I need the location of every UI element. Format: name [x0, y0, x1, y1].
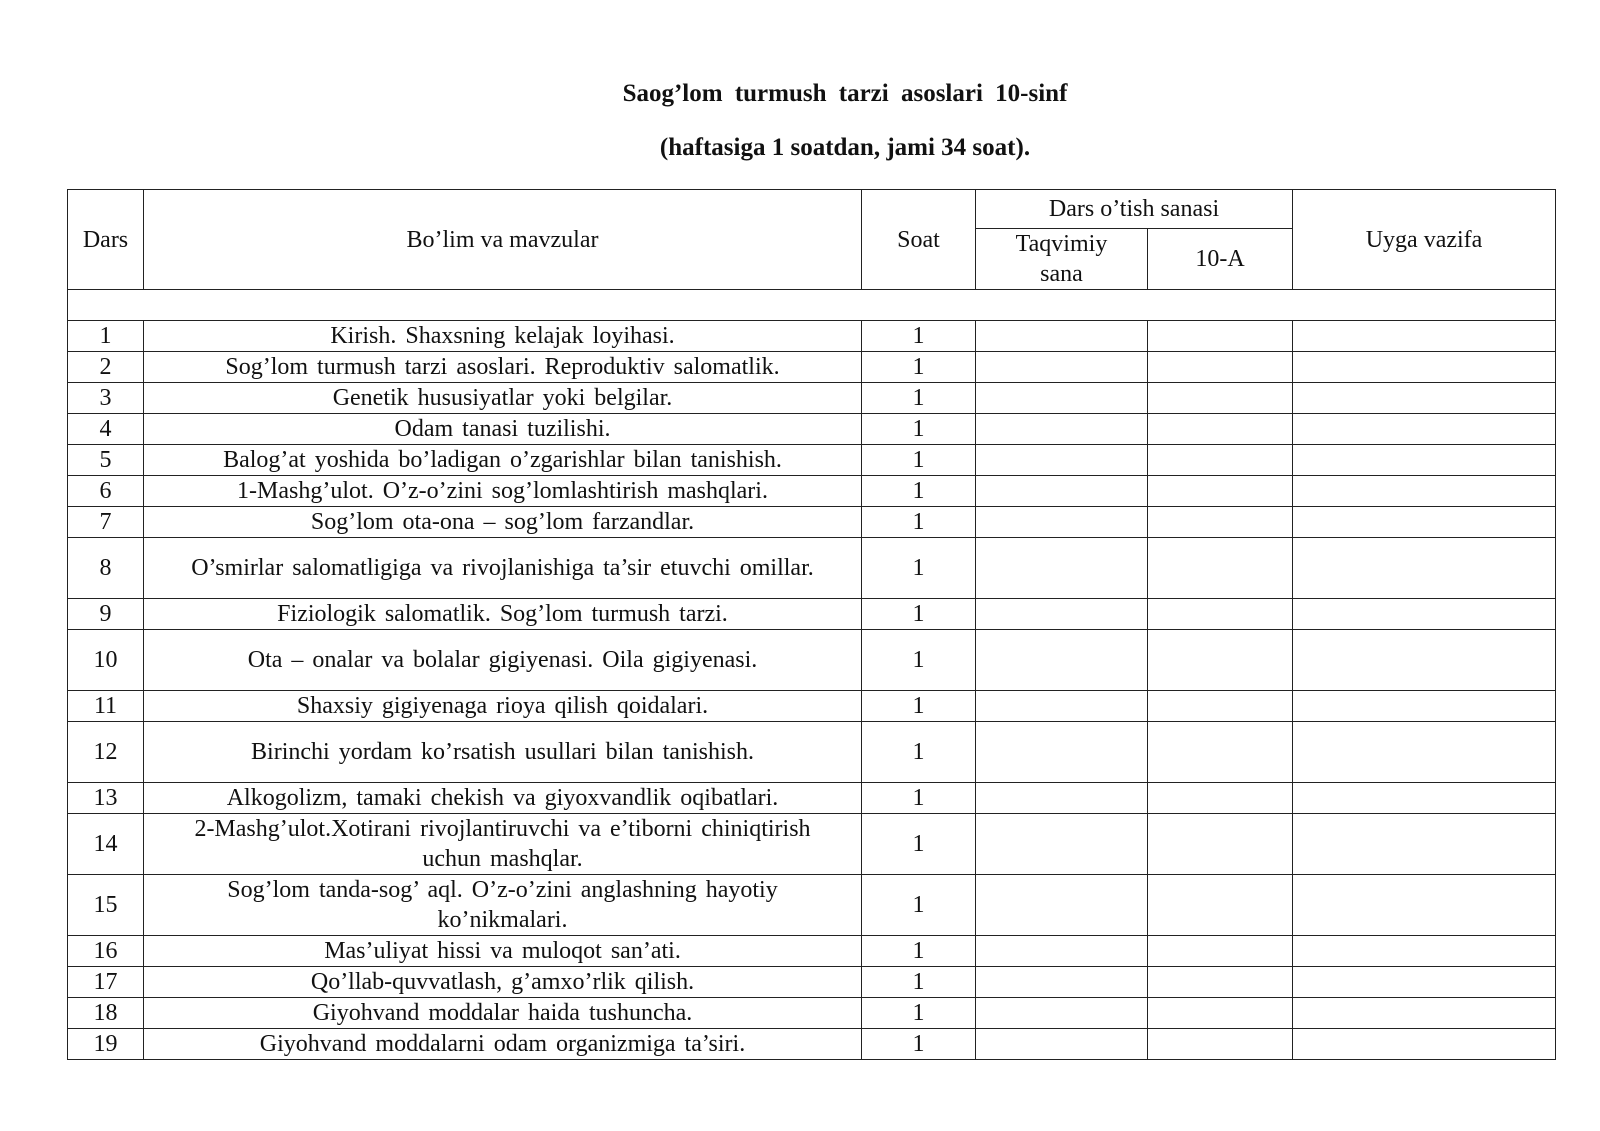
hours-cell: 1 — [862, 630, 976, 691]
homework-cell — [1293, 507, 1556, 538]
class-date-cell — [1148, 967, 1293, 998]
class-date-cell — [1148, 414, 1293, 445]
document-title: Saog’lom turmush tarzi asoslari 10-sinf — [622, 80, 1068, 107]
table-row — [68, 630, 1556, 691]
topic-cell: 2-Mashg’ulot.Xotirani rivojlantiruvchi va e’tiborni chiniqtirish uchun mashqlar. — [144, 814, 862, 875]
planned-date-cell — [976, 630, 1148, 691]
topic-cell: Sog’lom ota-ona – sog’lom farzandlar. — [144, 507, 862, 538]
homework-cell — [1293, 1029, 1556, 1060]
document-subtitle: (haftasiga 1 soatdan, jami 34 soat). — [659, 134, 1031, 161]
class-date-cell — [1148, 538, 1293, 599]
planned-date-cell — [976, 476, 1148, 507]
planned-date-cell — [976, 814, 1148, 875]
planned-date-cell — [976, 507, 1148, 538]
class-date-cell — [1148, 1029, 1293, 1060]
class-date-cell — [1148, 476, 1293, 507]
lesson-number-cell: 18 — [68, 998, 144, 1029]
table-row — [68, 691, 1556, 722]
planned-date-cell — [976, 445, 1148, 476]
homework-cell — [1293, 967, 1556, 998]
class-date-cell — [1148, 783, 1293, 814]
table-row — [68, 507, 1556, 538]
hours-cell: 1 — [862, 538, 976, 599]
lesson-number-cell: 11 — [68, 691, 144, 722]
table-row — [68, 783, 1556, 814]
lesson-number-cell: 2 — [68, 352, 144, 383]
topic-cell: O’smirlar salomatligiga va rivojlanishiga ta’sir etuvchi omillar. — [144, 538, 862, 599]
homework-cell — [1293, 691, 1556, 722]
lesson-number-cell: 14 — [68, 814, 144, 875]
homework-cell — [1293, 476, 1556, 507]
class-date-cell — [1148, 691, 1293, 722]
topic-cell: Genetik hususiyatlar yoki belgilar. — [144, 383, 862, 414]
hours-cell: 1 — [862, 321, 976, 352]
header-topics: Bo’lim va mavzular — [144, 190, 862, 290]
homework-cell — [1293, 722, 1556, 783]
planned-date-cell — [976, 321, 1148, 352]
blank-row — [68, 290, 1556, 321]
table-row — [68, 383, 1556, 414]
homework-cell — [1293, 352, 1556, 383]
header-soat: Soat — [862, 190, 976, 290]
table-row — [68, 352, 1556, 383]
planned-date-cell — [976, 722, 1148, 783]
homework-cell — [1293, 414, 1556, 445]
homework-cell — [1293, 538, 1556, 599]
hours-cell: 1 — [862, 352, 976, 383]
topic-cell: 1-Mashg’ulot. O’z-o’zini sog’lomlashtirish mashqlari. — [144, 476, 862, 507]
hours-cell: 1 — [862, 476, 976, 507]
table-row — [68, 814, 1556, 875]
hours-cell: 1 — [862, 445, 976, 476]
homework-cell — [1293, 445, 1556, 476]
table-row — [68, 1029, 1556, 1060]
class-date-cell — [1148, 507, 1293, 538]
topic-cell: Fiziologik salomatlik. Sog’lom turmush tarzi. — [144, 599, 862, 630]
topic-cell: Qo’llab-quvvatlash, g’amxo’rlik qilish. — [144, 967, 862, 998]
topic-cell: Odam tanasi tuzilishi. — [144, 414, 862, 445]
class-date-cell — [1148, 445, 1293, 476]
homework-cell — [1293, 936, 1556, 967]
planned-date-cell — [976, 414, 1148, 445]
hours-cell: 1 — [862, 599, 976, 630]
hours-cell: 1 — [862, 722, 976, 783]
table-row — [68, 967, 1556, 998]
table-row — [68, 936, 1556, 967]
homework-cell — [1293, 630, 1556, 691]
lesson-number-cell: 13 — [68, 783, 144, 814]
homework-cell — [1293, 599, 1556, 630]
homework-cell — [1293, 783, 1556, 814]
lesson-number-cell: 6 — [68, 476, 144, 507]
table-row — [68, 445, 1556, 476]
topic-cell: Shaxsiy gigiyenaga rioya qilish qoidalari. — [144, 691, 862, 722]
planned-date-cell — [976, 599, 1148, 630]
homework-cell — [1293, 998, 1556, 1029]
topic-cell: Sog’lom tanda-sog’ aql. O’z-o’zini anglashning hayotiy ko’nikmalari. — [144, 875, 862, 936]
lesson-number-cell: 8 — [68, 538, 144, 599]
topic-cell: Mas’uliyat hissi va muloqot san’ati. — [144, 936, 862, 967]
hours-cell: 1 — [862, 814, 976, 875]
class-date-cell — [1148, 814, 1293, 875]
lesson-number-cell: 12 — [68, 722, 144, 783]
hours-cell: 1 — [862, 507, 976, 538]
lesson-number-cell: 3 — [68, 383, 144, 414]
table-row — [68, 321, 1556, 352]
class-date-cell — [1148, 722, 1293, 783]
homework-cell — [1293, 875, 1556, 936]
header-class: 10-A — [1148, 229, 1293, 290]
planned-date-cell — [976, 352, 1148, 383]
lesson-number-cell: 5 — [68, 445, 144, 476]
lesson-number-cell: 9 — [68, 599, 144, 630]
lesson-plan-table — [67, 189, 1556, 1060]
lesson-number-cell: 19 — [68, 1029, 144, 1060]
class-date-cell — [1148, 630, 1293, 691]
table-row — [68, 538, 1556, 599]
planned-date-cell — [976, 1029, 1148, 1060]
header-homework: Uyga vazifa — [1293, 190, 1556, 290]
topic-cell: Giyohvand moddalarni odam organizmiga ta’siri. — [144, 1029, 862, 1060]
class-date-cell — [1148, 321, 1293, 352]
lesson-number-cell: 7 — [68, 507, 144, 538]
lesson-number-cell: 4 — [68, 414, 144, 445]
lesson-number-cell: 16 — [68, 936, 144, 967]
class-date-cell — [1148, 352, 1293, 383]
homework-cell — [1293, 321, 1556, 352]
table-row — [68, 722, 1556, 783]
planned-date-cell — [976, 383, 1148, 414]
hours-cell: 1 — [862, 967, 976, 998]
hours-cell: 1 — [862, 691, 976, 722]
table-row — [68, 875, 1556, 936]
topic-cell: Sog’lom turmush tarzi asoslari. Reproduktiv salomatlik. — [144, 352, 862, 383]
table-row — [68, 599, 1556, 630]
homework-cell — [1293, 814, 1556, 875]
class-date-cell — [1148, 383, 1293, 414]
table-row — [68, 476, 1556, 507]
header-dars: Dars — [68, 190, 144, 290]
planned-date-cell — [976, 538, 1148, 599]
class-date-cell — [1148, 599, 1293, 630]
planned-date-cell — [976, 936, 1148, 967]
planned-date-cell — [976, 691, 1148, 722]
lesson-number-cell: 17 — [68, 967, 144, 998]
hours-cell: 1 — [862, 1029, 976, 1060]
planned-date-cell — [976, 998, 1148, 1029]
class-date-cell — [1148, 875, 1293, 936]
planned-date-cell — [976, 967, 1148, 998]
topic-cell: Birinchi yordam ko’rsatish usullari bilan tanishish. — [144, 722, 862, 783]
table-row — [68, 998, 1556, 1029]
topic-cell: Alkogolizm, tamaki chekish va giyoxvandlik oqibatlari. — [144, 783, 862, 814]
hours-cell: 1 — [862, 383, 976, 414]
hours-cell: 1 — [862, 936, 976, 967]
lesson-number-cell: 10 — [68, 630, 144, 691]
lesson-number-cell: 15 — [68, 875, 144, 936]
header-date-group: Dars o’tish sanasi — [976, 190, 1293, 229]
hours-cell: 1 — [862, 783, 976, 814]
topic-cell: Balog’at yoshida bo’ladigan o’zgarishlar bilan tanishish. — [144, 445, 862, 476]
lesson-number-cell: 1 — [68, 321, 144, 352]
topic-cell: Ota – onalar va bolalar gigiyenasi. Oila gigiyenasi. — [144, 630, 862, 691]
class-date-cell — [1148, 936, 1293, 967]
planned-date-cell — [976, 875, 1148, 936]
class-date-cell — [1148, 998, 1293, 1029]
hours-cell: 1 — [862, 875, 976, 936]
hours-cell: 1 — [862, 998, 976, 1029]
hours-cell: 1 — [862, 414, 976, 445]
header-taqvimiy: Taqvimiy sana — [976, 229, 1148, 290]
planned-date-cell — [976, 783, 1148, 814]
topic-cell: Giyohvand moddalar haida tushuncha. — [144, 998, 862, 1029]
topic-cell: Kirish. Shaxsning kelajak loyihasi. — [144, 321, 862, 352]
table-row — [68, 414, 1556, 445]
homework-cell — [1293, 383, 1556, 414]
